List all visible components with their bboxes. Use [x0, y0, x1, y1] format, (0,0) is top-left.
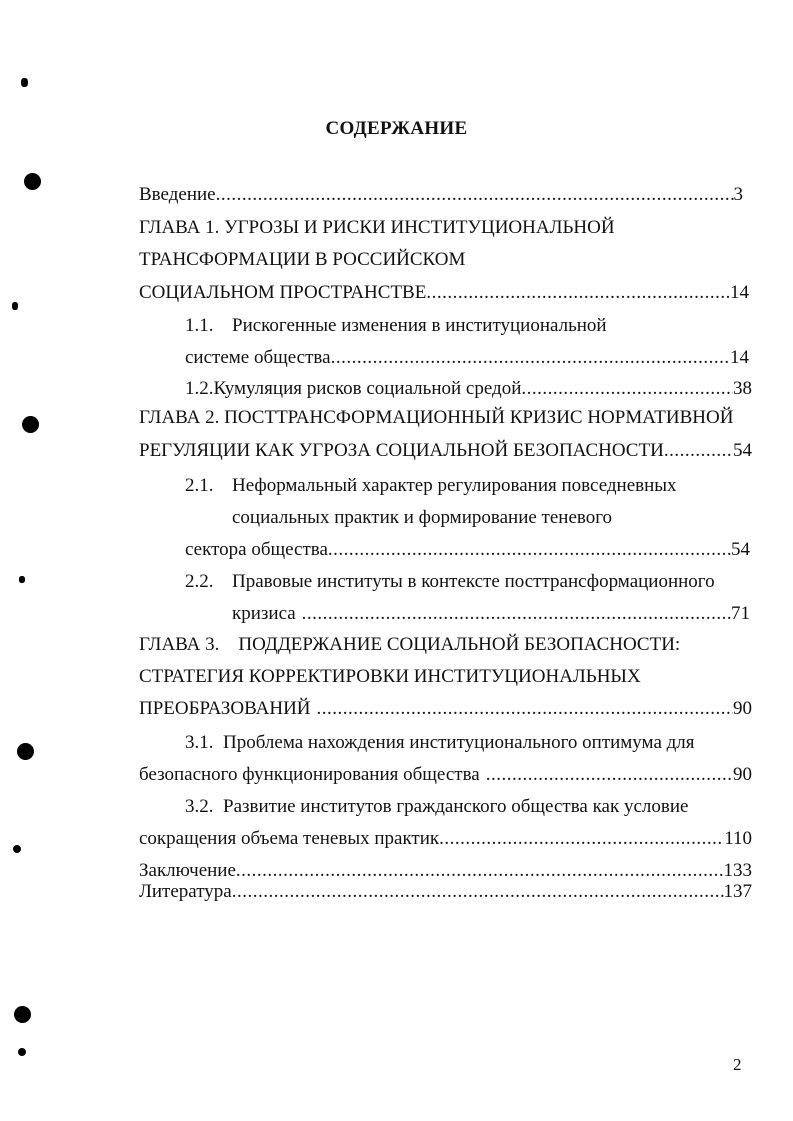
toc-number: 1.2.	[185, 378, 214, 399]
toc-label: сектора общества	[185, 539, 328, 560]
toc-page: 110	[724, 828, 752, 849]
toc-entry-intro	[139, 183, 743, 207]
toc-section-2-1-line2: социальных практик и формирование теневого	[232, 507, 613, 528]
toc-label: СОЦИАЛЬНОМ ПРОСТРАНСТВЕ	[139, 282, 427, 303]
toc-label: безопасного функционирования общества	[139, 764, 480, 785]
binder-mark	[13, 845, 21, 853]
toc-leader	[426, 281, 730, 305]
toc-leader	[302, 602, 731, 626]
toc-chapter-1-line2: ТРАНСФОРМАЦИИ В РОССИЙСКОМ	[139, 249, 466, 270]
toc-section-2-1-line1	[185, 474, 677, 498]
toc-page: 3	[733, 184, 743, 205]
toc-section-1-1-line1	[185, 314, 607, 338]
toc-section-3-1-line2	[139, 763, 752, 787]
binder-hole	[24, 173, 41, 190]
toc-page: 38	[733, 378, 752, 399]
toc-section-2-2-line1	[185, 570, 715, 594]
toc-leader	[232, 880, 724, 904]
toc-page: 14	[730, 347, 749, 368]
toc-label: ПРЕОБРАЗОВАНИЙ	[139, 698, 311, 719]
toc-section-2-1-line3	[185, 538, 750, 562]
toc-leader	[331, 346, 730, 370]
toc-chapter-3-line2: СТРАТЕГИЯ КОРРЕКТИРОВКИ ИНСТИТУЦИОНАЛЬНЫХ	[139, 666, 641, 687]
toc-chapter-1-line3	[139, 281, 749, 305]
toc-label: Правовые институты в контексте посттрансформационного	[232, 571, 715, 592]
binder-hole	[22, 416, 39, 433]
toc-page: 90	[733, 698, 752, 719]
toc-page: 71	[731, 603, 750, 624]
toc-section-2-2-line2	[232, 602, 750, 626]
toc-page: 90	[733, 764, 752, 785]
toc-label: системе общества	[185, 347, 331, 368]
toc-chapter-3-line3	[139, 697, 752, 721]
toc-label: Введение	[139, 184, 216, 205]
toc-entry-literature	[139, 880, 752, 904]
toc-page: 137	[723, 881, 752, 902]
toc-leader	[439, 827, 724, 851]
binder-hole	[17, 743, 34, 760]
toc-page: 14	[730, 282, 749, 303]
toc-label: Неформальный характер регулирования повседневных	[232, 475, 677, 496]
toc-label: РЕГУЛЯЦИИ КАК УГРОЗА СОЦИАЛЬНОЙ БЕЗОПАСНОСТИ	[139, 440, 664, 461]
binder-mark	[12, 302, 18, 310]
toc-leader	[664, 439, 733, 463]
binder-mark	[19, 576, 25, 583]
binder-mark	[18, 1048, 26, 1056]
binder-hole	[14, 1006, 31, 1023]
toc-chapter-2-line1: ГЛАВА 2. ПОСТТРАНСФОРМАЦИОННЫЙ КРИЗИС НОРМАТИВНОЙ	[139, 407, 734, 428]
toc-label: кризиса	[232, 603, 296, 624]
toc-section-1-1-line2	[185, 346, 749, 370]
toc-page: 133	[723, 860, 752, 881]
toc-label: Литература	[139, 881, 232, 902]
toc-chapter-3-line1: ГЛАВА 3. ПОДДЕРЖАНИЕ СОЦИАЛЬНОЙ БЕЗОПАСНОСТИ:	[139, 634, 681, 655]
toc-label: Рискогенные изменения в институциональной	[232, 315, 607, 336]
toc-leader	[328, 538, 731, 562]
binder-mark	[21, 78, 28, 87]
toc-number: 2.2.	[185, 571, 214, 592]
toc-label: Кумуляция рисков социальной средой	[213, 378, 522, 399]
toc-label: Заключение	[139, 860, 236, 881]
toc-section-1-2	[185, 377, 752, 401]
toc-page: 54	[731, 539, 750, 560]
toc-leader	[216, 183, 734, 207]
toc-leader	[317, 697, 733, 721]
toc-number: 2.1.	[185, 475, 214, 496]
toc-number: 1.1.	[185, 315, 214, 336]
toc-chapter-2-line2	[139, 439, 752, 463]
toc-leader	[521, 377, 733, 401]
toc-page: 54	[733, 440, 752, 461]
toc-section-3-2-line1: 3.2. Развитие институтов гражданского общества как условие	[185, 796, 689, 817]
toc-chapter-1-line1: ГЛАВА 1. УГРОЗЫ И РИСКИ ИНСТИТУЦИОНАЛЬНОЙ	[139, 217, 615, 238]
page-number: 2	[733, 1055, 742, 1074]
toc-section-3-1-line1: 3.1. Проблема нахождения институционального оптимума для	[185, 732, 695, 753]
toc-section-3-2-line2	[139, 827, 752, 851]
page-title: СОДЕРЖАНИЕ	[325, 118, 468, 139]
toc-label: сокращения объема теневых практик	[139, 828, 440, 849]
toc-leader	[486, 763, 733, 787]
